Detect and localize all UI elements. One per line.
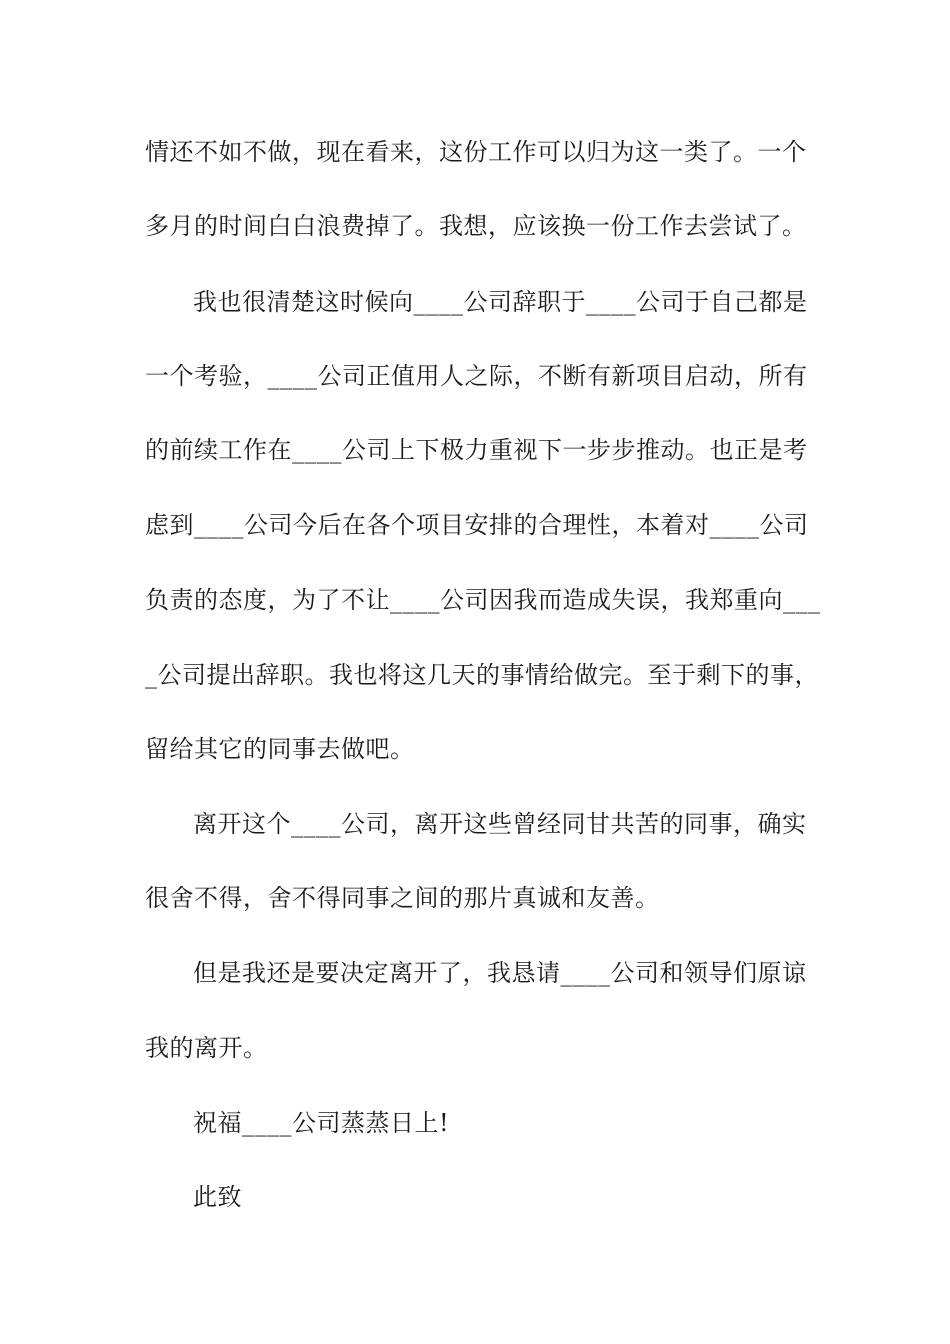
text-line-3: 我也很清楚这时候向____公司辞职于____公司于自己都是 <box>193 288 808 316</box>
text-line-7: 负责的态度，为了不让____公司因我而造成失误，我郑重向___ <box>145 586 821 614</box>
text-line-2: 多月的时间白白浪费掉了。我想，应该换一份工作去尝试了。 <box>145 212 807 240</box>
text-line-15: 此致 <box>193 1183 242 1211</box>
text-line-4: 一个考验，____公司正值用人之际，不断有新项目启动，所有 <box>145 362 808 390</box>
text-line-5: 的前续工作在____公司上下极力重视下一步步推动。也正是考 <box>145 436 808 464</box>
text-line-8: _公司提出辞职。我也将这几天的事情给做完。至于剩下的事， <box>145 661 819 689</box>
text-line-1: 情还不如不做，现在看来，这份工作可以归为这一类了。一个 <box>145 138 807 166</box>
text-line-6: 虑到____公司今后在各个项目安排的合理性，本着对____公司 <box>145 511 809 539</box>
text-line-10: 离开这个____公司，离开这些曾经同甘共苦的同事，确实 <box>193 810 807 838</box>
text-line-12: 但是我还是要决定离开了，我恳请____公司和领导们原谅 <box>193 959 807 987</box>
text-line-11: 很舍不得，舍不得同事之间的那片真诚和友善。 <box>145 884 660 912</box>
text-line-13: 我的离开。 <box>145 1034 268 1062</box>
text-line-9: 留给其它的同事去做吧。 <box>145 735 415 763</box>
text-line-14: 祝福____公司蒸蒸日上! <box>193 1109 450 1137</box>
